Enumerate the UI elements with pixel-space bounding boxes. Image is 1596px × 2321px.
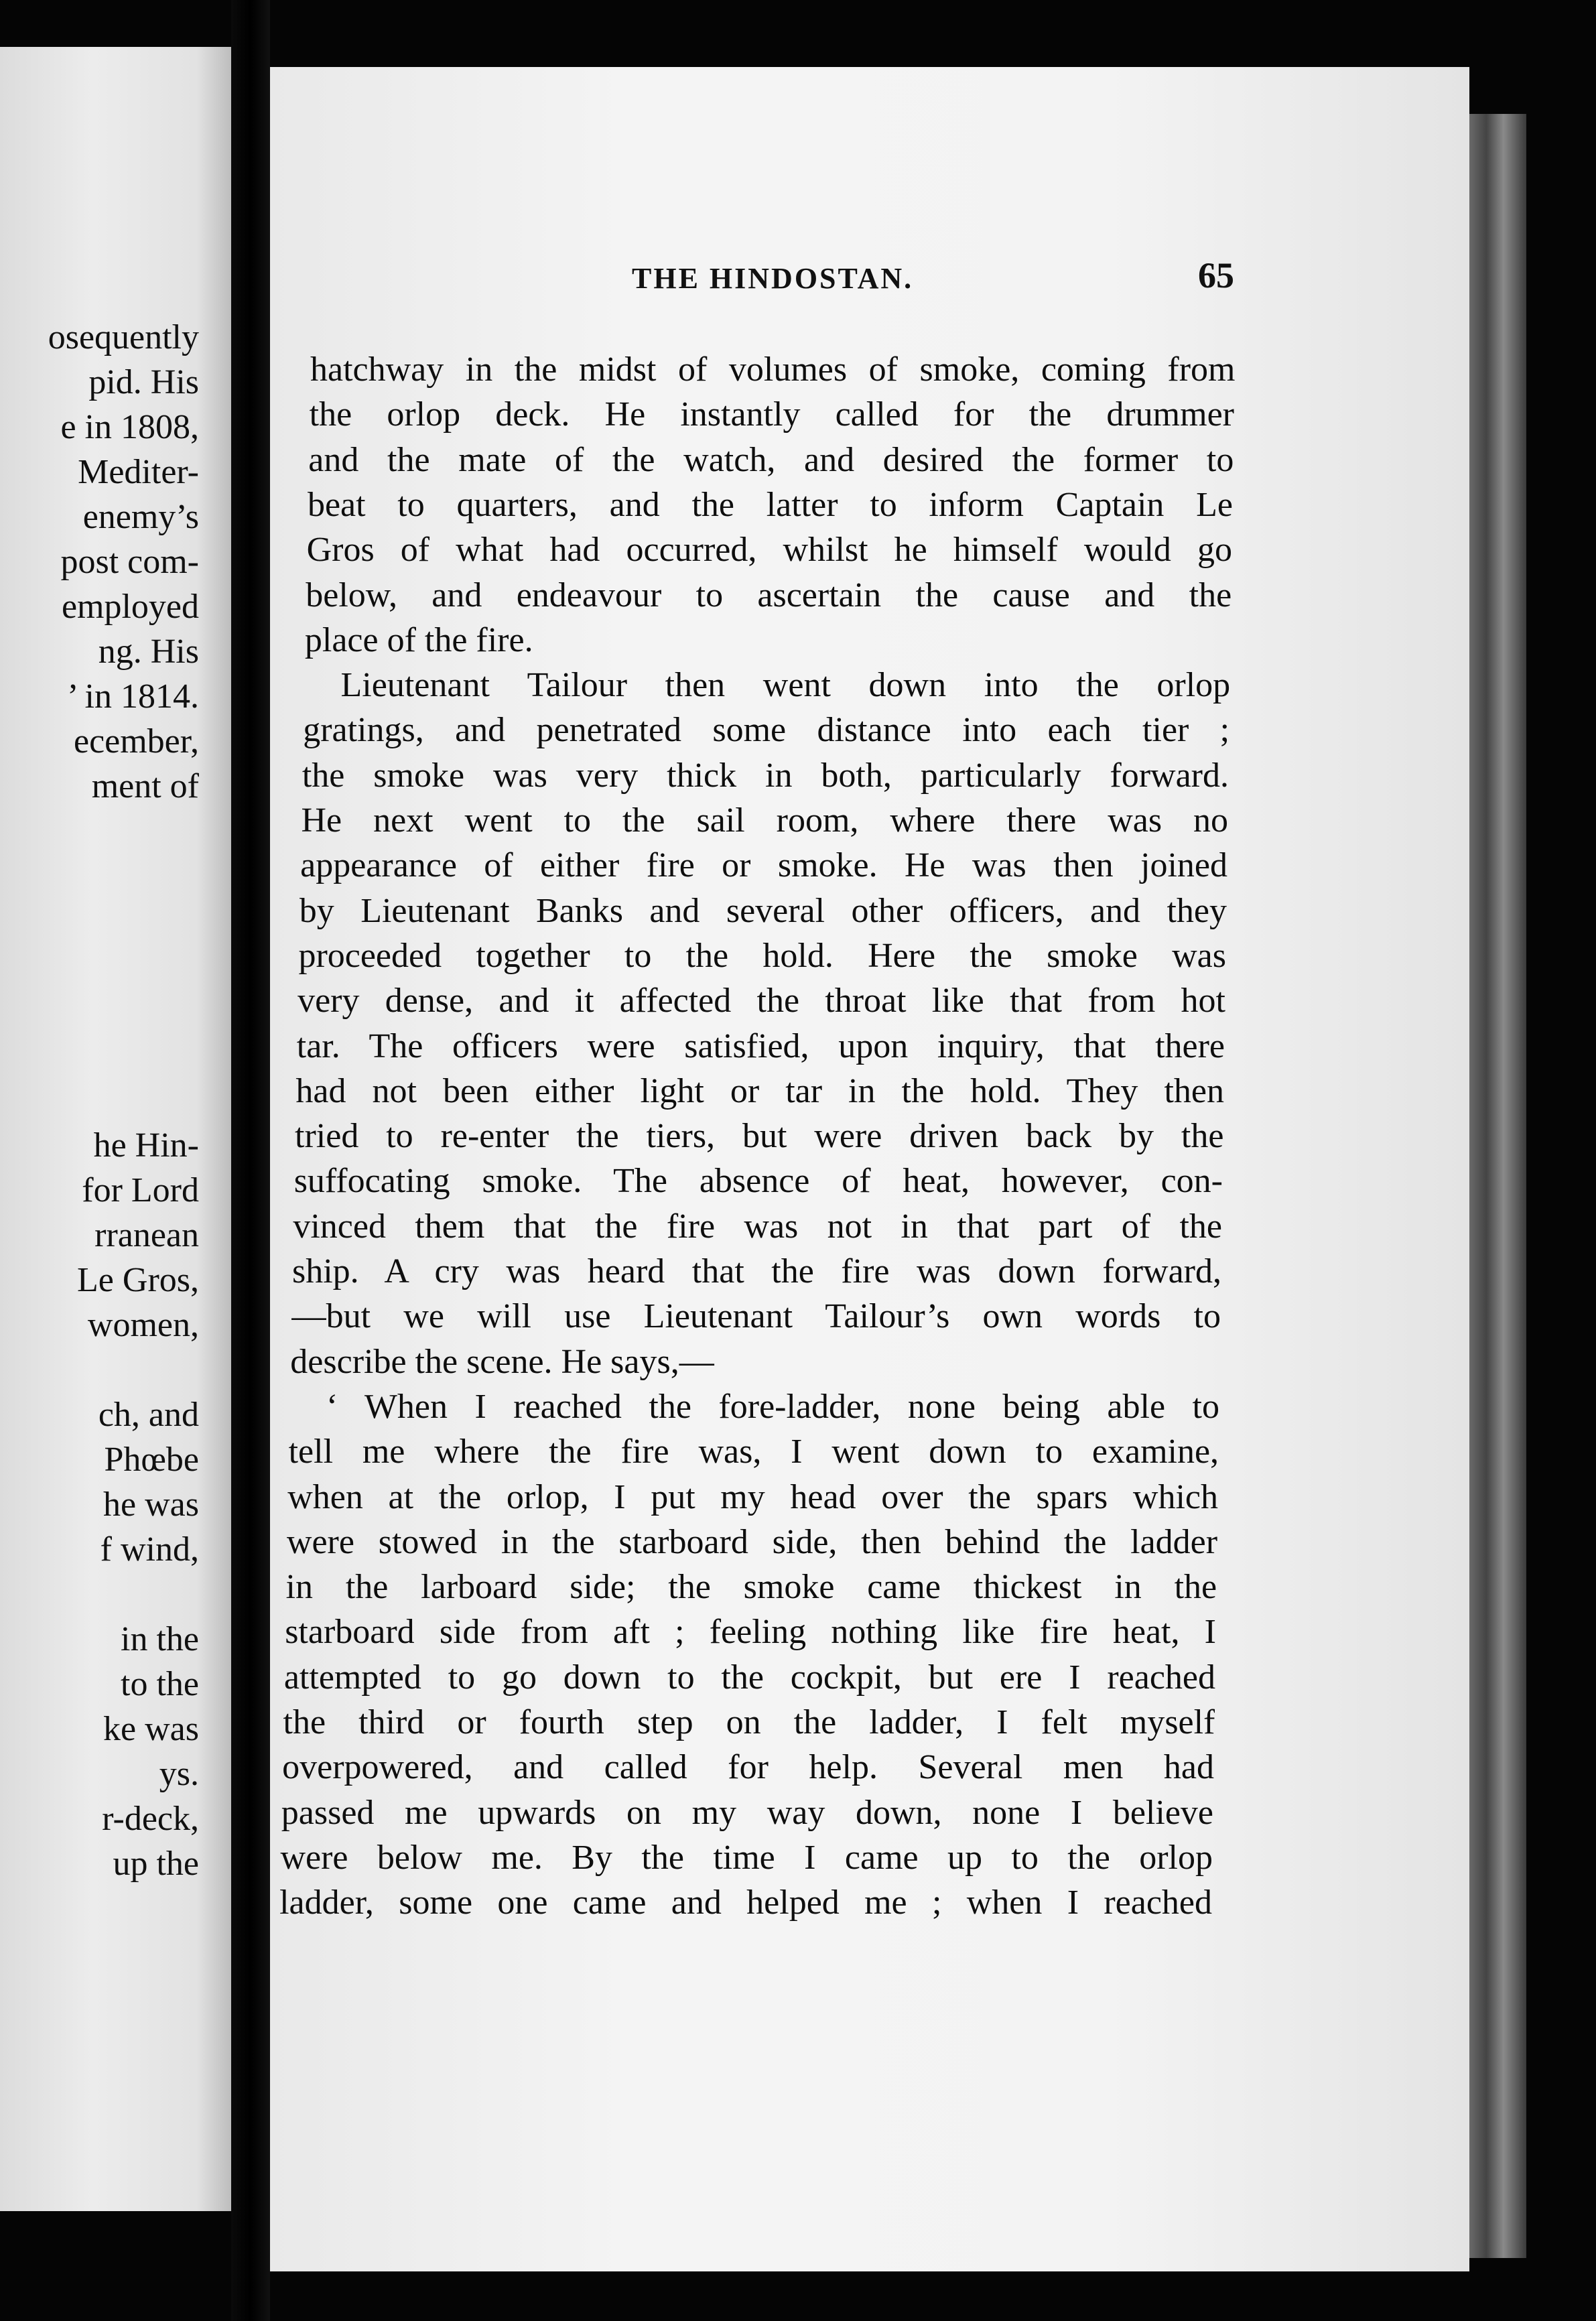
left-page-line: to the	[121, 1665, 199, 1703]
text-line: Lieutenant Tailour then went down into the orlop	[340, 666, 1230, 705]
text-line: the orlop deck. He instantly called for the drummer	[309, 395, 1234, 434]
text-line: were stowed in the starboard side, then behind the ladder	[286, 1522, 1217, 1561]
left-page-line: osequently	[48, 318, 199, 356]
body-text	[270, 67, 1469, 2271]
text-line: appearance of either fire or smoke. He was then joined	[300, 846, 1227, 885]
left-page-line: employed	[61, 588, 199, 626]
text-line: hatchway in the midst of volumes of smoke, coming from	[310, 350, 1235, 389]
text-line: ladder, some one came and helped me ; when I reached	[279, 1883, 1212, 1922]
left-page-line: Phœbe	[104, 1441, 199, 1479]
text-line: below, and endeavour to ascertain the cause and the	[306, 576, 1232, 614]
text-line: passed me upwards on my way down, none I believe	[281, 1793, 1213, 1832]
text-line: Gros of what had occurred, whilst he himself would go	[306, 531, 1232, 570]
text-line: had not been either light or tar in the hold. They then	[295, 1071, 1224, 1110]
running-head: THE HINDOSTAN.	[632, 262, 914, 295]
left-page-line: f wind,	[100, 1530, 199, 1569]
book-page	[270, 67, 1469, 2271]
left-page-line: post com-	[60, 543, 199, 581]
text-line: attempted to go down to the cockpit, but ere I reached	[283, 1658, 1215, 1697]
page-number: 65	[1198, 255, 1234, 295]
text-line: gratings, and penetrated some distance into each tier ;	[303, 711, 1229, 750]
page-edge	[1469, 114, 1526, 2258]
text-line: He next went to the sail room, where there was no	[301, 801, 1228, 840]
book-gutter	[231, 0, 270, 2321]
left-page-line: women,	[87, 1306, 199, 1344]
left-page-line: ’ in 1814.	[67, 677, 199, 716]
text-line: in the larboard side; the smoke came thickest in the	[285, 1568, 1217, 1607]
left-page-line: pid. His	[88, 363, 199, 401]
left-page-fragment	[0, 47, 231, 2211]
left-page-line: Le Gros,	[77, 1261, 199, 1299]
left-page-line: e in 1808,	[60, 408, 199, 446]
left-page-line: ch, and	[98, 1396, 199, 1434]
text-line: place of the fire.	[304, 620, 533, 659]
left-page-line: ment of	[91, 767, 199, 805]
text-line: the third or fourth step on the ladder, I felt myself	[283, 1703, 1215, 1741]
text-line: suffocating smoke. The absence of heat, however, con-	[293, 1162, 1223, 1201]
left-page-line: Mediter-	[78, 453, 199, 491]
left-page-line: rranean	[94, 1216, 199, 1254]
left-page-line: r-deck,	[102, 1800, 199, 1838]
left-page-line: in the	[121, 1620, 199, 1658]
text-line: describe the scene. He says,—	[290, 1342, 714, 1381]
text-line: beat to quarters, and the latter to inform Captain Le	[307, 485, 1233, 524]
left-page-line: ecember,	[73, 722, 199, 760]
left-page-line: ke was	[103, 1710, 199, 1748]
text-line: overpowered, and called for help. Several men had	[282, 1748, 1214, 1787]
text-line: were below me. By the time I came up to the orlop	[280, 1838, 1213, 1877]
left-page-line: for Lord	[82, 1171, 199, 1209]
text-line: starboard side from aft ; feeling nothing like fire heat, I	[285, 1613, 1216, 1652]
text-line: —but we will use Lieutenant Tailour’s own words to	[291, 1297, 1221, 1336]
text-line: very dense, and it affected the throat like that from hot	[297, 982, 1225, 1020]
text-line: the smoke was very thick in both, particularly forward.	[302, 756, 1229, 795]
left-page-line: ys.	[159, 1755, 199, 1793]
left-page-line: ng. His	[98, 633, 199, 671]
text-line: and the mate of the watch, and desired the former to	[308, 440, 1234, 479]
text-line: when at the orlop, I put my head over the spars which	[287, 1477, 1218, 1516]
text-line: tried to re-enter the tiers, but were driven back by the	[295, 1117, 1223, 1156]
left-page-line: enemy’s	[82, 498, 199, 536]
text-line: ship. A cry was heard that the fire was down forward,	[292, 1252, 1221, 1290]
text-line: ‘ When I reached the fore-ladder, none being able to	[326, 1387, 1219, 1426]
text-line: proceeded together to the hold. Here the smoke was	[298, 936, 1226, 975]
left-page-line: he Hin-	[93, 1126, 199, 1165]
text-line: tell me where the fire was, I went down to examine,	[288, 1433, 1219, 1471]
left-page-line: he was	[103, 1485, 199, 1524]
text-line: tar. The officers were satisfied, upon inquiry, that there	[296, 1026, 1225, 1065]
text-line: by Lieutenant Banks and several other officers, and they	[299, 891, 1227, 930]
text-line: vinced them that the fire was not in that part of the	[293, 1207, 1222, 1246]
left-page-line: up the	[113, 1845, 199, 1883]
